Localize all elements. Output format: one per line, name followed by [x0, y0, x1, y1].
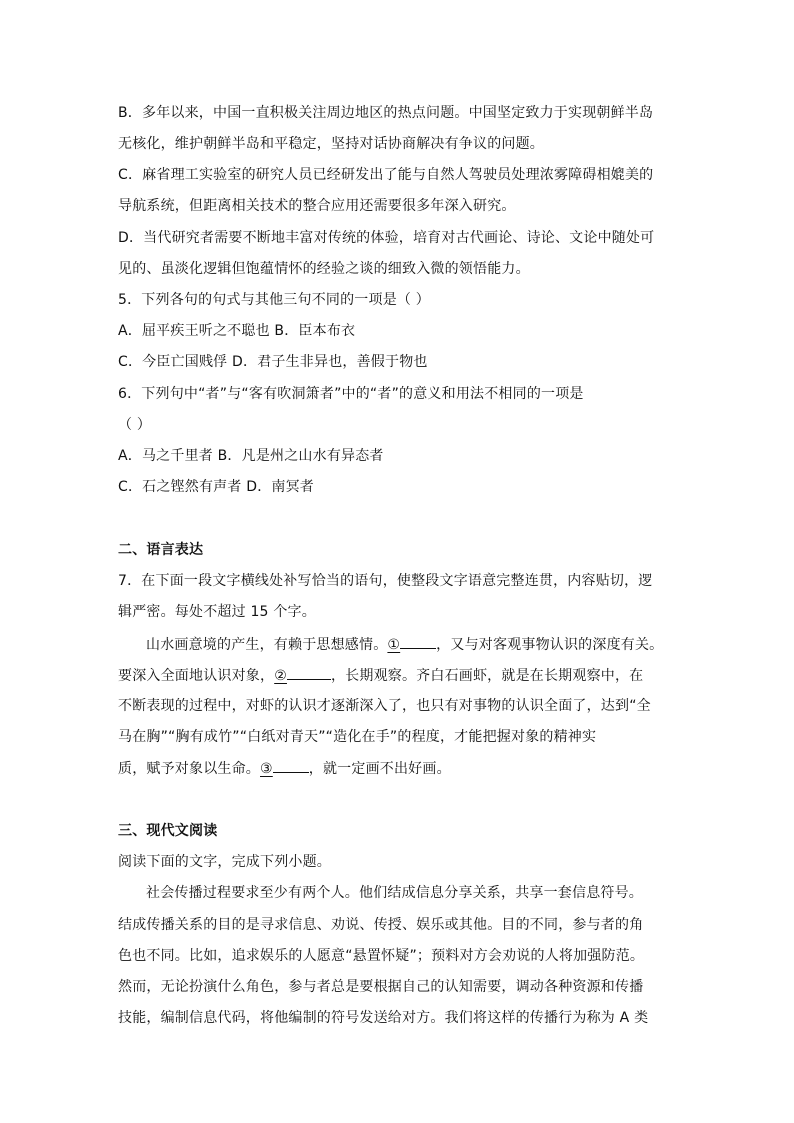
- q6-options-cd: C．石之铿然有声者 D．南冥者: [118, 479, 315, 495]
- q4-option-d-line-2: 见的、虽淡化逻辑但饱蕴情怀的经验之谈的细致入微的领悟能力。: [118, 261, 530, 277]
- section-heading-modern-reading: 三、现代文阅读: [118, 823, 218, 839]
- fill-blank-3[interactable]: [273, 758, 309, 773]
- reading-line-5: 技能，编制信息代码，将他编制的符号发送给对方。我们将这样的传播行为称为 A 类: [118, 1010, 649, 1026]
- passage-text: ，长期观察。齐白石画虾，就是在长期观察中，在: [330, 668, 644, 684]
- passage-line-3: 不断表现的过程中，对虾的认识才逐渐深入了，也只有对事物的认识全面了，达到“全: [118, 698, 651, 714]
- fill-blank-1[interactable]: [400, 634, 436, 649]
- passage-line-4: 马在胸”“胸有成竹”“白纸对青天”“造化在手”的程度，才能把握对象的精神实: [118, 729, 597, 745]
- q6-options-ab: A．马之千里者 B．凡是州之山水有异态者: [118, 448, 384, 464]
- q4-option-d-line-1: D．当代研究者需要不断地丰富对传统的体验，培育对古代画论、诗论、文论中随处可: [118, 230, 655, 246]
- reading-line-2: 结成传播关系的目的是寻求信息、劝说、传授、娱乐或其他。目的不同，参与者的角: [118, 917, 644, 933]
- passage-text: 质，赋予对象以生命。: [118, 761, 260, 777]
- reading-line-3: 色也不同。比如，追求娱乐的人愿意“悬置怀疑”；预料对方会劝说的人将加强防范。: [118, 948, 645, 964]
- q6-answer-paren: （ ）: [118, 417, 152, 433]
- q4-option-c-line-1: C．麻省理工实验室的研究人员已经研发出了能与自然人驾驶员处理浓雾障碍相媲美的: [118, 167, 654, 183]
- passage-line-5: [118, 758, 451, 779]
- passage-text: ，又与对客观事物认识的深度有关。: [436, 637, 664, 653]
- q6-stem: 6．下列句中“者”与“客有吹洞箫者”中的“者”的意义和用法不相同的一项是: [118, 386, 584, 402]
- blank-marker-1: ①: [387, 637, 401, 653]
- q5-options-ab: A．屈平疾王听之不聪也 B．臣本布衣: [118, 323, 356, 339]
- passage-line-1: [146, 634, 663, 655]
- passage-line-2: [118, 665, 643, 686]
- blank-marker-3: ③: [260, 761, 273, 777]
- q5-options-cd: C．今臣亡国贱俘 D．君子生非异也，善假于物也: [118, 354, 428, 370]
- reading-line-4: 然而，无论扮演什么角色，参与者总是要根据自己的认知需要，调动各种资源和传播: [118, 979, 644, 995]
- passage-text: 要深入全面地认识对象，: [118, 668, 275, 684]
- q4-option-b-line-2: 无核化，维护朝鲜半岛和平稳定，坚持对话协商解决有争议的问题。: [118, 136, 544, 152]
- passage-text: ，就一定画不出好画。: [308, 761, 451, 777]
- passage-text: 山水画意境的产生，有赖于思想感情。: [146, 637, 388, 653]
- reading-line-1: 社会传播过程要求至少有两个人。他们结成信息分享关系，共享一套信息符号。: [146, 885, 643, 901]
- q5-stem: 5．下列各句的句式与其他三句不同的一项是（ ）: [118, 292, 430, 308]
- section-heading-language-expression: 二、语言表达: [118, 542, 204, 558]
- blank-marker-2: ②: [274, 668, 287, 684]
- reading-instruction: 阅读下面的文字，完成下列小题。: [118, 854, 331, 870]
- q7-stem-line-2: 辑严密。每处不超过 15 个字。: [118, 604, 316, 620]
- fill-blank-2[interactable]: [287, 665, 331, 680]
- q7-stem-line-1: 7．在下面一段文字横线处补写恰当的语句，使整段文字语意完整连贯，内容贴切，逻: [118, 573, 653, 589]
- q4-option-c-line-2: 导航系统，但距离相关技术的整合应用还需要很多年深入研究。: [118, 198, 516, 214]
- q4-option-b-line-1: B．多年以来，中国一直积极关注周边地区的热点问题。中国坚定致力于实现朝鲜半岛: [118, 105, 654, 121]
